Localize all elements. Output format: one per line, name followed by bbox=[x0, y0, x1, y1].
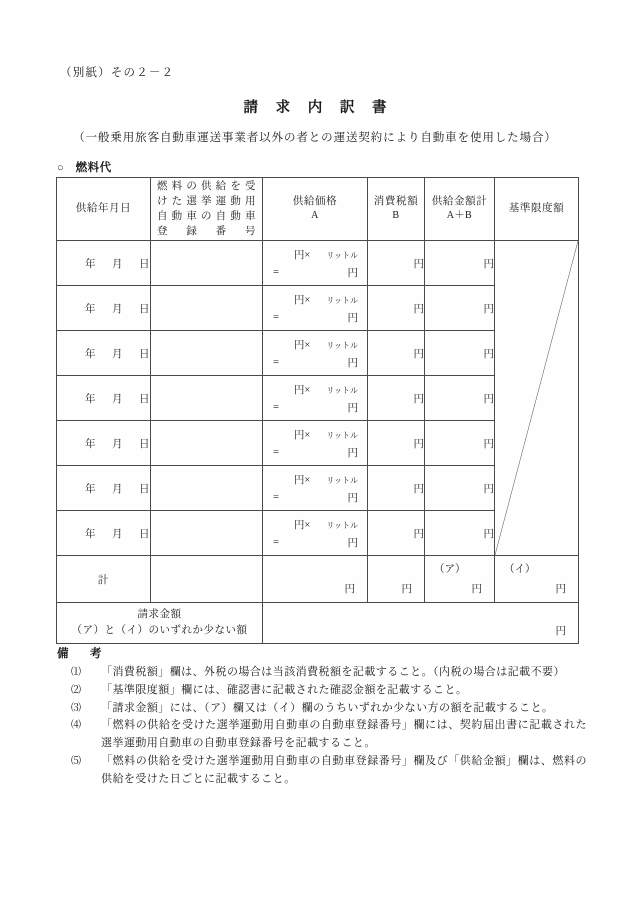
total-subtotal-yen-unit: 円 bbox=[471, 584, 482, 595]
date-year-label: 年 bbox=[85, 528, 96, 540]
notes-list bbox=[57, 664, 587, 789]
price-equals-sign: = bbox=[273, 402, 279, 413]
price-yen-unit: 円 bbox=[347, 448, 358, 459]
date-year-label: 年 bbox=[85, 438, 96, 450]
price-equals-sign: = bbox=[273, 537, 279, 548]
cell-consumption-tax[interactable]: 円 bbox=[368, 331, 425, 376]
price-equals-sign: = bbox=[273, 267, 279, 278]
cell-supply-total[interactable]: 円 bbox=[425, 466, 495, 511]
section-heading-label: 燃料代 bbox=[75, 162, 112, 174]
note-text: 「請求金額」には、（ア）欄又は（イ）欄のうちいずれか少ない方の額を記載すること。 bbox=[101, 701, 554, 714]
table-header-row bbox=[57, 178, 579, 241]
price-yen-unit: 円 bbox=[347, 403, 358, 414]
liter-unit-label: リットル bbox=[326, 296, 358, 305]
note-text: 「燃料の供給を受けた選挙運動用自動車の自動車登録番号」欄及び「供給金額」欄は、燃料の供給を受けた日ごとに記載すること。 bbox=[101, 755, 587, 785]
note-item bbox=[57, 664, 587, 682]
date-month-label: 月 bbox=[112, 528, 123, 540]
price-unit-expression: 円× リットル bbox=[293, 340, 358, 351]
vehicle-header-line-2: けた選挙運動用 bbox=[157, 195, 256, 207]
cell-consumption-tax[interactable]: 円 bbox=[368, 421, 425, 466]
supply-total-label: 供給金額計 bbox=[431, 196, 488, 208]
cell-supply-date[interactable] bbox=[57, 286, 151, 331]
price-yen-unit: 円 bbox=[347, 493, 358, 504]
consumption-tax-label: 消費税額 bbox=[373, 196, 419, 208]
total-row-vehicle-cell[interactable] bbox=[151, 556, 263, 603]
total-row-label: 計 bbox=[57, 556, 151, 603]
price-equals-sign: = bbox=[273, 357, 279, 368]
table-row bbox=[57, 241, 579, 286]
column-header-supply-price bbox=[263, 178, 368, 241]
date-year-label: 年 bbox=[85, 483, 96, 495]
diagonal-strikethrough-icon bbox=[495, 241, 578, 555]
date-month-label: 月 bbox=[112, 483, 123, 495]
liter-unit-label: リットル bbox=[326, 251, 358, 260]
supply-price-symbol: A bbox=[311, 210, 319, 222]
note-number: ⑶ bbox=[71, 702, 81, 714]
price-yen-unit: 円 bbox=[347, 268, 358, 279]
vehicle-header-line-4: 登 録 番 号 bbox=[157, 226, 256, 238]
fuel-cost-table bbox=[56, 177, 579, 644]
vehicle-header-line-1: 燃料の供給を受 bbox=[157, 180, 256, 192]
liter-unit-label: リットル bbox=[326, 431, 358, 440]
total-limit-yen-unit: 円 bbox=[555, 584, 566, 595]
note-number: ⑴ bbox=[71, 667, 81, 678]
vehicle-header-line-3: 自動車の自動車 bbox=[157, 211, 256, 222]
date-year-label: 年 bbox=[85, 393, 96, 405]
total-price-yen-unit: 円 bbox=[344, 584, 355, 595]
date-year-label: 年 bbox=[85, 303, 96, 315]
price-unit-expression: 円× リットル bbox=[293, 520, 358, 531]
total-row-tax-cell[interactable] bbox=[368, 556, 425, 603]
cell-consumption-tax[interactable]: 円 bbox=[368, 241, 425, 286]
document-reference: （別紙）その２－２ bbox=[60, 67, 175, 79]
column-header-supply-total bbox=[425, 178, 495, 241]
note-text: 「基準限度額」欄には、確認書に記載された確認金額を記載すること。 bbox=[101, 683, 468, 696]
note-number: ⑸ bbox=[71, 756, 81, 768]
claim-amount-value-cell[interactable] bbox=[263, 603, 579, 644]
cell-supply-total[interactable]: 円 bbox=[425, 331, 495, 376]
date-month-label: 月 bbox=[112, 303, 123, 315]
date-day-label: 日 bbox=[139, 258, 150, 270]
cell-vehicle-registration-number[interactable] bbox=[151, 421, 263, 466]
claim-amount-label-line-1: 請求金額 bbox=[137, 609, 182, 621]
cell-supply-price[interactable] bbox=[263, 466, 368, 511]
note-item bbox=[57, 753, 587, 789]
liter-unit-label: リットル bbox=[326, 476, 358, 485]
column-header-vehicle-registration-number bbox=[151, 178, 263, 241]
cell-supply-total[interactable]: 円 bbox=[425, 376, 495, 421]
notes-section bbox=[57, 645, 587, 789]
note-number: ⑵ bbox=[71, 684, 81, 696]
total-tax-yen-unit: 円 bbox=[401, 584, 412, 595]
document-subtitle: （一般乗用旅客自動車運送事業者以外の者との運送契約により自動車を使用した場合） bbox=[73, 132, 557, 144]
note-item bbox=[57, 682, 587, 700]
notes-title: 備 考 bbox=[57, 648, 107, 660]
cell-vehicle-registration-number[interactable] bbox=[151, 241, 263, 286]
date-day-label: 日 bbox=[139, 348, 150, 360]
claim-amount-label-line-2: （ア）と（イ）のいずれか少ない額 bbox=[71, 625, 248, 636]
table-total-row bbox=[57, 556, 579, 603]
cell-vehicle-registration-number[interactable] bbox=[151, 376, 263, 421]
cell-supply-total[interactable]: 円 bbox=[425, 286, 495, 331]
price-yen-unit: 円 bbox=[347, 313, 358, 324]
total-row-price-cell[interactable] bbox=[263, 556, 368, 603]
date-year-label: 年 bbox=[85, 258, 96, 270]
price-unit-expression: 円× リットル bbox=[293, 430, 358, 441]
cell-supply-date[interactable] bbox=[57, 331, 151, 376]
section-heading-fuel-cost bbox=[57, 159, 112, 175]
date-day-label: 日 bbox=[139, 393, 150, 405]
note-number: ⑷ bbox=[71, 720, 81, 732]
cell-supply-date[interactable] bbox=[57, 421, 151, 466]
claim-amount-yen-unit: 円 bbox=[555, 626, 566, 637]
consumption-tax-symbol: B bbox=[392, 210, 400, 222]
cell-supply-price[interactable] bbox=[263, 331, 368, 376]
cell-supply-date[interactable] bbox=[57, 511, 151, 556]
bullet-circle-icon: ○ bbox=[57, 162, 64, 174]
cell-supply-date[interactable] bbox=[57, 466, 151, 511]
price-equals-sign: = bbox=[273, 492, 279, 503]
price-equals-sign: = bbox=[273, 447, 279, 458]
cell-supply-total[interactable]: 円 bbox=[425, 421, 495, 466]
price-yen-unit: 円 bbox=[347, 538, 358, 549]
cell-supply-date[interactable] bbox=[57, 241, 151, 286]
note-item bbox=[57, 717, 587, 753]
price-unit-expression: 円× リットル bbox=[293, 475, 358, 486]
date-day-label: 日 bbox=[139, 303, 150, 315]
cell-supply-price[interactable] bbox=[263, 241, 368, 286]
liter-unit-label: リットル bbox=[326, 386, 358, 395]
liter-unit-label: リットル bbox=[326, 341, 358, 350]
date-month-label: 月 bbox=[112, 438, 123, 450]
cell-consumption-tax[interactable]: 円 bbox=[368, 286, 425, 331]
note-text: 「燃料の供給を受けた選挙運動用自動車の自動車登録番号」欄には、契約届出書に記載された選挙運動用自動車の自動車登録番号を記載すること。 bbox=[101, 719, 587, 750]
cell-supply-price[interactable] bbox=[263, 421, 368, 466]
cell-vehicle-registration-number[interactable] bbox=[151, 466, 263, 511]
cell-consumption-tax[interactable]: 円 bbox=[368, 466, 425, 511]
note-item bbox=[57, 700, 587, 718]
cell-supply-date[interactable] bbox=[57, 376, 151, 421]
cell-supply-price[interactable] bbox=[263, 376, 368, 421]
price-yen-unit: 円 bbox=[347, 358, 358, 369]
supply-price-label: 供給価格 bbox=[292, 196, 338, 208]
claim-amount-label bbox=[57, 603, 263, 644]
column-header-standard-limit: 基準限度額 bbox=[495, 178, 579, 241]
price-unit-expression: 円× リットル bbox=[293, 295, 358, 306]
cell-standard-limit-merged[interactable] bbox=[495, 241, 579, 556]
date-day-label: 日 bbox=[139, 438, 150, 450]
cell-supply-price[interactable] bbox=[263, 286, 368, 331]
cell-consumption-tax[interactable]: 円 bbox=[368, 376, 425, 421]
price-equals-sign: = bbox=[273, 312, 279, 323]
total-limit-tag-i: （イ） bbox=[504, 564, 536, 575]
cell-supply-total[interactable]: 円 bbox=[425, 241, 495, 286]
supply-total-symbol: A＋B bbox=[446, 210, 473, 222]
cell-vehicle-registration-number[interactable] bbox=[151, 511, 263, 556]
date-month-label: 月 bbox=[112, 348, 123, 360]
column-header-supply-date: 供給年月日 bbox=[57, 178, 151, 241]
liter-unit-label: リットル bbox=[326, 521, 358, 530]
column-header-consumption-tax bbox=[368, 178, 425, 241]
page-title: 請 求 内 訳 書 bbox=[243, 100, 394, 116]
price-unit-expression: 円× リットル bbox=[293, 385, 358, 396]
total-row-subtotal-cell[interactable] bbox=[425, 556, 495, 603]
date-month-label: 月 bbox=[112, 258, 123, 270]
note-text: 「消費税額」欄は、外税の場合は当該消費税額を記載すること。（内税の場合は記載不要） bbox=[101, 666, 565, 678]
cell-vehicle-registration-number[interactable] bbox=[151, 331, 263, 376]
date-day-label: 日 bbox=[139, 528, 150, 540]
cell-supply-price[interactable] bbox=[263, 511, 368, 556]
date-day-label: 日 bbox=[139, 483, 150, 495]
cell-consumption-tax[interactable]: 円 bbox=[368, 511, 425, 556]
date-month-label: 月 bbox=[112, 393, 123, 405]
price-unit-expression: 円× リットル bbox=[293, 250, 358, 261]
table-claim-amount-row bbox=[57, 603, 579, 644]
total-subtotal-tag-a: （ア） bbox=[434, 564, 466, 575]
fuel-cost-table-wrapper bbox=[56, 177, 578, 644]
cell-vehicle-registration-number[interactable] bbox=[151, 286, 263, 331]
cell-supply-total[interactable]: 円 bbox=[425, 511, 495, 556]
date-year-label: 年 bbox=[85, 348, 96, 360]
total-row-limit-cell[interactable] bbox=[495, 556, 579, 603]
